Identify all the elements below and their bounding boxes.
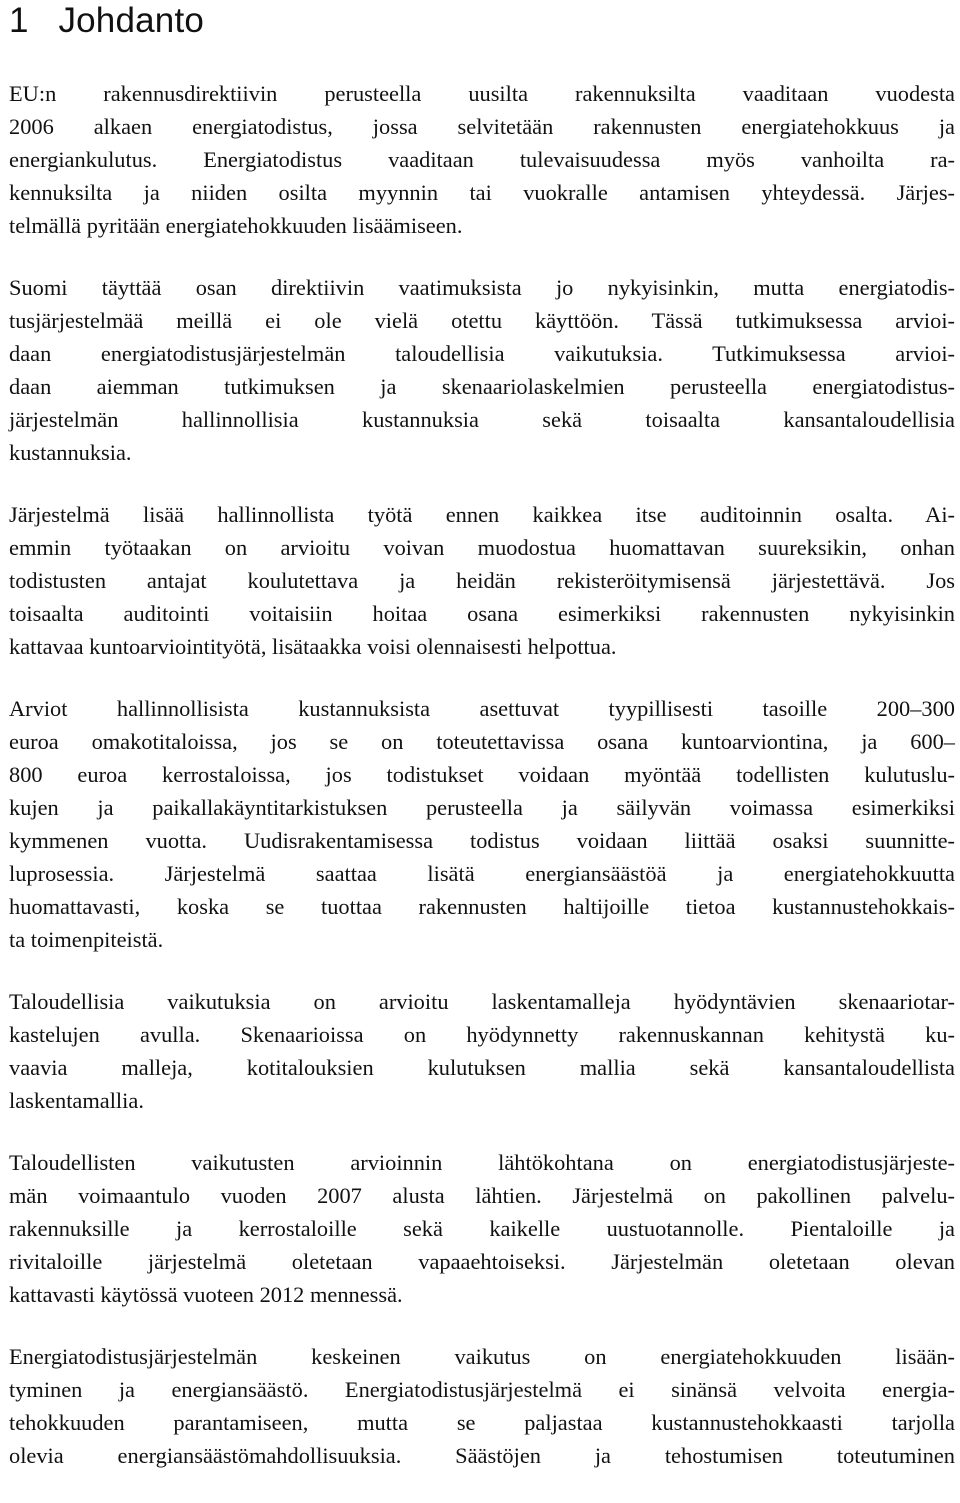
text-line: toisaalta auditointi voitaisiin hoitaa osana esimerkiksi rakennusten nykyisinkin — [9, 600, 955, 626]
text-line: Taloudellisia vaikutuksia on arvioitu laskentamalleja hyödyntävien skenaariotar- — [9, 989, 955, 1015]
text-line: telmällä pyritään energiatehokkuuden lisäämiseen. — [9, 212, 463, 238]
text-line: rivitaloille järjestelmä oletetaan vapaaehtoiseksi. Järjestelmän oletetaan olevan — [9, 1249, 955, 1275]
text-line: tyminen ja energiansäästö. Energiatodistusjärjestelmä ei sinänsä velvoita energia- — [9, 1377, 955, 1403]
text-line: EU:n rakennusdirektiivin perusteella uusilta rakennuksilta vaaditaan vuodesta — [9, 81, 955, 106]
text-line: euroa omakotitaloissa, jos se on toteutettavissa osana kuntoarviontina, ja 600– — [9, 729, 955, 755]
text-line: olevia energiansäästömahdollisuuksia. Säästöjen ja tehostumisen toteutuminen — [9, 1443, 955, 1469]
text-line: kattavasti käytössä vuoteen 2012 mennessä. — [9, 1281, 403, 1307]
text-line: kastelujen avulla. Skenaarioissa on hyödynnetty rakennuskannan kehitystä ku- — [9, 1022, 955, 1048]
paragraph-eu-directive — [9, 78, 955, 243]
text-line: tusjärjestelmää meillä ei ole vielä otettu käyttöön. Tässä tutkimuksessa arvioi- — [9, 308, 955, 334]
text-line: luprosessia. Järjestelmä saattaa lisätä energiansäästöä ja energiatehokkuutta — [9, 860, 955, 886]
paragraph-key-impact — [9, 1341, 955, 1473]
text-line: energiankulutus. Energiatodistus vaaditaan tulevaisuudessa myös vanhoilta ra- — [9, 146, 955, 172]
text-line: järjestelmän hallinnollisia kustannuksia sekä toisaalta kansantaloudellisia — [9, 406, 955, 432]
text-line: todistusten antajat koulutettava ja heidän rekisteröitymisensä järjestettävä. Jos — [9, 567, 955, 593]
text-line: män voimaantulo vuoden 2007 alusta lähtien. Järjestelmä on pakollinen palvelu- — [9, 1183, 955, 1209]
text-line: Suomi täyttää osan direktiivin vaatimuksista jo nykyisinkin, mutta energiatodis- — [9, 275, 955, 301]
text-line: daan energiatodistusjärjestelmän taloudellisia vaikutuksia. Tutkimuksessa arvioi- — [9, 340, 955, 366]
text-line: Energiatodistusjärjestelmän keskeinen vaikutus on energiatehokkuuden lisään- — [9, 1344, 955, 1370]
text-line: 800 euroa kerrostaloissa, jos todistukset voidaan myöntää todellisten kulutuslu- — [9, 762, 955, 788]
text-line: tehokkuuden parantamiseen, mutta se paljastaa kustannustehokkaasti tarjolla — [9, 1410, 955, 1436]
paragraph-scenario-models — [9, 986, 955, 1118]
text-line: kustannuksia. — [9, 439, 132, 465]
text-line: kattavaa kuntoarviointityötä, lisätaakka voisi olennaisesti helpottua. — [9, 633, 617, 659]
text-line: daan aiemman tutkimuksen ja skenaariolaskelmien perusteella energiatodistus- — [9, 373, 955, 399]
chapter-heading: 1 Johdanto — [9, 1, 205, 40]
text-line: emmin työtaakan on arvioitu voivan muodostua huomattavan suureksikin, onhan — [9, 535, 955, 561]
text-line: huomattavasti, koska se tuottaa rakennusten haltijoille tietoa kustannustehokkais- — [9, 893, 955, 919]
paragraph-cost-estimates — [9, 693, 955, 956]
text-line: laskentamallia. — [9, 1087, 144, 1113]
text-line: ta toimenpiteistä. — [9, 926, 164, 952]
text-line: Järjestelmä lisää hallinnollista työtä ennen kaikkea itse auditoinnin osalta. Ai- — [9, 502, 955, 528]
text-line: Taloudellisten vaikutusten arvioinnin lähtökohtana on energiatodistusjärjeste- — [9, 1150, 955, 1176]
paragraph-administrative-work — [9, 499, 955, 664]
text-line: kujen ja paikallakäyntitarkistuksen perusteella ja säilyvän voimassa esimerkiksi — [9, 795, 955, 820]
text-line: kymmenen vuotta. Uudisrakentamisessa todistus voidaan liittää osaksi suunnitte- — [9, 827, 955, 853]
text-line: rakennuksille ja kerrostaloille sekä kaikelle uustuotannolle. Pientaloille ja — [9, 1216, 955, 1242]
text-line: vaavia malleja, kotitalouksien kulutuksen mallia sekä kansantaloudellista — [9, 1054, 955, 1080]
text-line: kennuksilta ja niiden osilta myynnin tai vuokralle antamisen yhteydessä. Järjes- — [9, 179, 955, 205]
text-line: Arviot hallinnollisista kustannuksista asettuvat tyypillisesti tasoille 200–300 — [9, 696, 955, 722]
paragraph-finland — [9, 272, 955, 469]
paragraph-assumptions — [9, 1147, 955, 1312]
text-line: 2006 alkaen energiatodistus, jossa selvitetään rakennusten energiatehokkuus ja — [9, 113, 955, 139]
document-page — [9, 0, 955, 1503]
